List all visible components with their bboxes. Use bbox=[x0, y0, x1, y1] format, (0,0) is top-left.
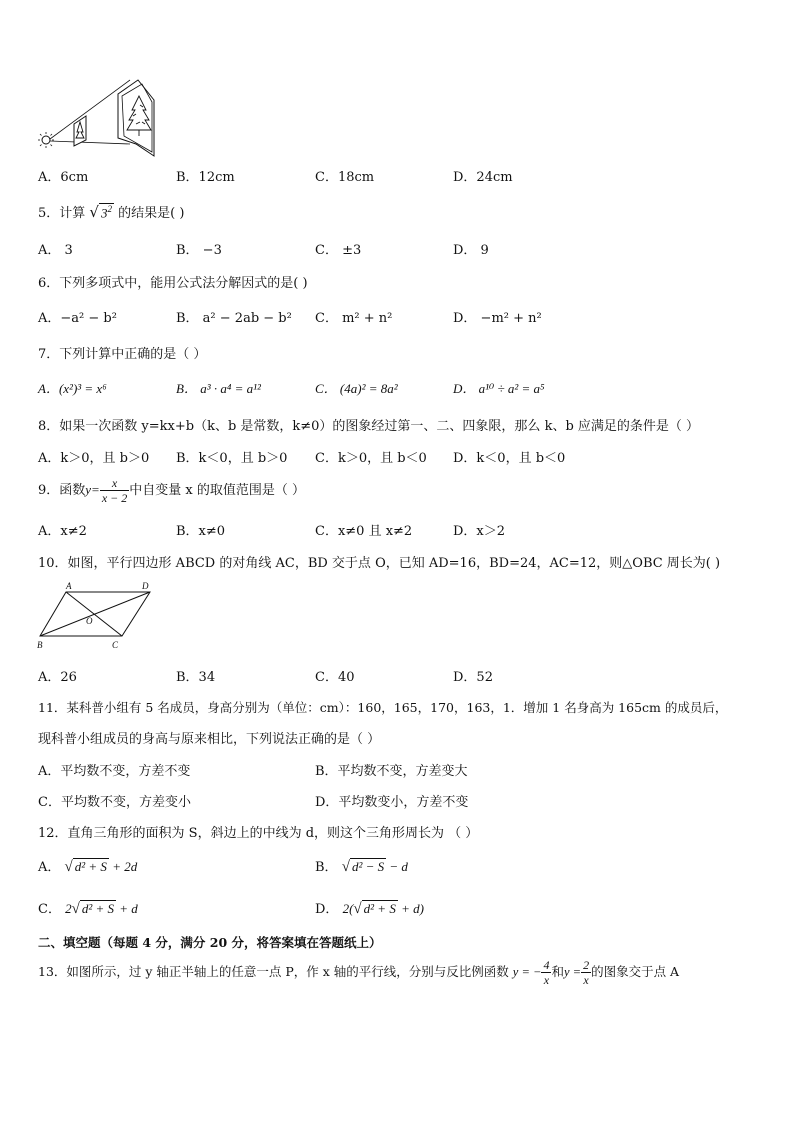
q11-option-a[interactable]: A．平均数不变，方差不变 bbox=[38, 764, 191, 779]
q13-f2-den: x bbox=[583, 973, 589, 987]
q8-option-c[interactable]: C．k＞0，且 b＜0 bbox=[315, 451, 427, 466]
q5-option-a[interactable]: A． 3 bbox=[38, 243, 73, 258]
q8-stem: 8．如果一次函数 y=kx+b（k、b 是常数，k≠0）的图象经过第一、二、四象限，那么 k、b 应满足的条件是（ ） bbox=[38, 419, 700, 434]
parallelogram-figure bbox=[36, 580, 160, 652]
q12-option-a-label: A． bbox=[38, 860, 61, 875]
q9-fraction bbox=[100, 476, 129, 505]
q9-option-a[interactable]: A．x≠2 bbox=[38, 524, 87, 539]
label-o: O bbox=[86, 616, 93, 626]
q5-stem-post: 的结果是( ) bbox=[118, 206, 185, 221]
q12-option-b-label: B． bbox=[315, 860, 338, 875]
q6-option-a[interactable]: A．−a² − b² bbox=[38, 311, 117, 326]
q4-option-d[interactable]: D．24cm bbox=[453, 170, 513, 185]
q7-stem: 7．下列计算中正确的是（ ） bbox=[38, 347, 207, 362]
q9-frac-den: x − 2 bbox=[101, 491, 128, 505]
q4-option-b[interactable]: B．12cm bbox=[176, 170, 235, 185]
q5-sqrt-expr: √ $3^2$ bbox=[89, 203, 112, 221]
diagonal-bd bbox=[40, 592, 150, 636]
screen bbox=[118, 80, 154, 156]
q7-option-b[interactable]: B． a³ · a⁴ = a¹² bbox=[176, 381, 261, 396]
q12-stem: 12．直角三角形的面积为 S，斜边上的中线为 d，则这个三角形周长为 （ ） bbox=[38, 826, 479, 841]
q10-option-b[interactable]: B．34 bbox=[176, 670, 216, 685]
q10-option-d[interactable]: D．52 bbox=[453, 670, 493, 685]
label-a: A bbox=[66, 581, 72, 591]
q11-option-b[interactable]: B．平均数不变，方差变大 bbox=[315, 764, 468, 779]
q5-radicand-base: 3 bbox=[100, 205, 108, 220]
q13-stem-pre: 13．如图所示，过 y 轴正半轴上的任意一点 P，作 x 轴的平行线，分别与反比例函数 bbox=[38, 964, 509, 979]
q12-option-b[interactable]: B． √ d² − S − d bbox=[315, 859, 408, 875]
q5-option-c[interactable]: C． ±3 bbox=[315, 243, 362, 258]
q7-option-c[interactable]: C． (4a)² = 8a² bbox=[315, 381, 398, 396]
q12-option-d-label: D． bbox=[315, 902, 339, 917]
q6-option-b[interactable]: B． a² − 2ab − b² bbox=[176, 311, 292, 326]
q7-option-d[interactable]: D． a¹⁰ ÷ a² = a⁵ bbox=[453, 381, 545, 396]
section-2-heading: 二、填空题（每题 4 分，满分 20 分，将答案填在答题纸上） bbox=[38, 935, 382, 950]
label-c: C bbox=[112, 640, 119, 650]
q13-f1-den: x bbox=[543, 973, 550, 987]
q13-stem-post: 的图象交于点 A bbox=[591, 964, 680, 979]
q13-stem bbox=[38, 958, 679, 987]
q12-c-coef: 2 bbox=[65, 901, 72, 916]
q13-f1-fraction bbox=[541, 958, 551, 987]
projection-figure bbox=[36, 78, 160, 158]
q12-b-tail: − d bbox=[389, 859, 408, 874]
q11-stem-line2: 现科普小组成员的身高与原来相比，下列说法正确的是（ ） bbox=[38, 732, 381, 747]
q9-option-d[interactable]: D．x＞2 bbox=[453, 524, 506, 539]
q13-f1-num: 4 bbox=[543, 958, 550, 972]
q8-option-d[interactable]: D．k＜0，且 b＜0 bbox=[453, 451, 566, 466]
q12-b-radicand: d² − S bbox=[351, 859, 385, 874]
q12-c-radicand: d² + S bbox=[81, 901, 114, 916]
q4-option-c[interactable]: C．18cm bbox=[315, 170, 375, 185]
q9-stem bbox=[38, 476, 305, 505]
q12-option-a[interactable]: A． √ d² + S + 2d bbox=[38, 859, 138, 875]
q12-c-tail: + d bbox=[119, 901, 138, 916]
label-b: B bbox=[37, 640, 43, 650]
q10-option-a[interactable]: A．26 bbox=[38, 670, 77, 685]
q8-option-a[interactable]: A．k＞0，且 b＞0 bbox=[38, 451, 150, 466]
q4-option-a[interactable]: A．6cm bbox=[38, 170, 89, 185]
q9-option-b[interactable]: B．x≠0 bbox=[176, 524, 226, 539]
q12-option-c[interactable]: C． 2√ d² + S + d bbox=[38, 901, 138, 917]
small-card bbox=[74, 116, 86, 146]
q9-frac-num: x bbox=[100, 476, 129, 491]
q10-option-c[interactable]: C．40 bbox=[315, 670, 355, 685]
q12-d-coef: 2( bbox=[342, 901, 354, 916]
light-source-icon bbox=[38, 132, 54, 148]
q11-option-d[interactable]: D．平均数变小，方差不变 bbox=[315, 795, 469, 810]
q13-f1-lhs: y = − bbox=[512, 965, 542, 979]
q12-d-radicand: d² + S bbox=[363, 901, 396, 916]
q8-option-b[interactable]: B．k＜0，且 b＞0 bbox=[176, 451, 288, 466]
q13-f2-lhs: y = bbox=[563, 965, 582, 979]
q5-radicand-exp: 2 bbox=[107, 203, 112, 214]
q6-stem: 6．下列多项式中，能用公式法分解因式的是( ) bbox=[38, 276, 308, 291]
q12-a-radicand: d² + S bbox=[74, 859, 107, 874]
q11-stem-line1: 11．某科普小组有 5 名成员，身高分别为（单位：cm）：160，165，170，163，1．增加 1 名身高为 165cm 的成员后， bbox=[38, 700, 728, 715]
q13-mid: 和 bbox=[551, 964, 564, 979]
label-d: D bbox=[142, 581, 149, 591]
q12-d-tail: + d) bbox=[401, 901, 424, 916]
q13-f2-num: 2 bbox=[583, 958, 590, 972]
q5-stem bbox=[38, 202, 184, 221]
q9-func-lhs: y= bbox=[85, 482, 100, 497]
q5-option-b[interactable]: B． −3 bbox=[176, 243, 222, 258]
q9-stem-post: 中自变量 x 的取值范围是（ ） bbox=[129, 483, 305, 498]
q7-option-a[interactable]: A．(x²)³ = x⁶ bbox=[38, 381, 107, 396]
q11-option-c[interactable]: C．平均数不变，方差变小 bbox=[38, 795, 191, 810]
q12-option-d[interactable]: D． 2(√ d² + S + d) bbox=[315, 901, 424, 917]
q6-option-d[interactable]: D． −m² + n² bbox=[453, 311, 542, 326]
q6-option-c[interactable]: C． m² + n² bbox=[315, 311, 393, 326]
q9-stem-pre: 9．函数 bbox=[38, 483, 86, 498]
q9-option-c[interactable]: C．x≠0 且 x≠2 bbox=[315, 524, 413, 539]
q12-option-c-label: C． bbox=[38, 902, 61, 917]
q10-stem: 10．如图，平行四边形 ABCD 的对角线 AC，BD 交于点 O，已知 AD=16，BD=24，AC=12，则△OBC 周长为( ) bbox=[38, 556, 721, 571]
q5-option-d[interactable]: D． 9 bbox=[453, 243, 489, 258]
q13-f2-fraction bbox=[581, 958, 591, 987]
q12-a-tail: + 2d bbox=[112, 859, 138, 874]
q5-stem-pre: 5．计算 bbox=[38, 206, 86, 221]
